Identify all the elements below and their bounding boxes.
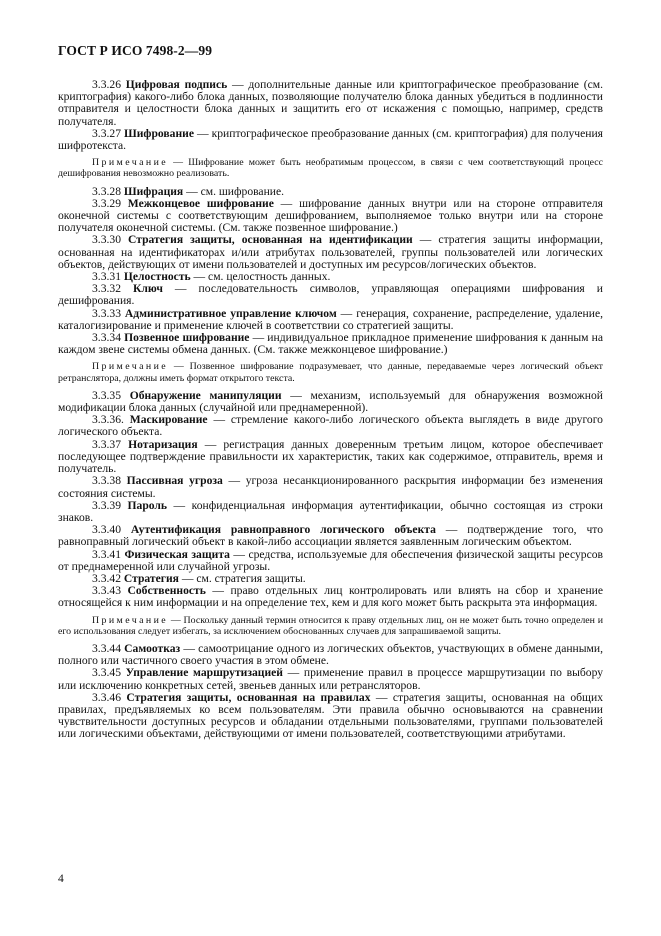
term-entry bbox=[58, 439, 603, 476]
term-name: Шифрование bbox=[124, 126, 194, 140]
term-number: 3.3.45 bbox=[92, 666, 121, 680]
term-name: Управление маршрутизацией bbox=[125, 666, 283, 680]
note bbox=[58, 157, 603, 179]
term-definition: — последовательность символов, управляющая операциями шифрования и дешифрования. bbox=[58, 282, 603, 308]
note bbox=[58, 615, 603, 637]
term-name: Административное управление ключом bbox=[124, 306, 337, 320]
term-definition: — самоотрицание одного из логических объектов, участвующих в обмене данными, полного или частичного своего участия в этом обмене. bbox=[58, 641, 603, 668]
term-name: Самоотказ bbox=[124, 641, 181, 655]
term-number: 3.3.44 bbox=[92, 641, 121, 655]
term-number: 3.3.27 bbox=[92, 126, 121, 140]
term-name: Пароль bbox=[127, 498, 168, 512]
term-name: Маскирование bbox=[129, 413, 208, 427]
term-entry bbox=[58, 414, 603, 438]
term-number: 3.3.33 bbox=[92, 306, 121, 320]
term-entry bbox=[58, 79, 603, 128]
term-name: Межконцевое шифрование bbox=[127, 196, 274, 210]
term-number: 3.3.29 bbox=[92, 196, 121, 210]
note-text: — Шифрование может быть необратимым процессом, в связи с чем соответствующий процесс дешифрования невозможно реализовать. bbox=[58, 157, 603, 180]
term-number: 3.3.41 bbox=[92, 547, 121, 561]
note-label: Примечание bbox=[92, 361, 169, 373]
term-entry bbox=[58, 390, 603, 414]
term-entry bbox=[58, 234, 603, 271]
term-number: 3.3.36. bbox=[92, 413, 124, 427]
term-definition: — шифрование данных внутри или на стороне отправителя оконечной системы с соответствующим дешифрованием, выполняемое только внутри или на стороне получателя оконечной системы. (См. также позвенное шифрование.) bbox=[58, 196, 603, 235]
term-definition: — применение правил в процессе маршрутизации по выбору или исключению конкретных сетей, звеньев данных или ретрансляторов. bbox=[58, 666, 604, 692]
term-name: Собственность bbox=[127, 584, 206, 598]
term-entry bbox=[58, 667, 603, 691]
document-header: ГОСТ Р ИСО 7498-2—99 bbox=[58, 43, 213, 58]
term-name: Обнаружение манипуляции bbox=[129, 388, 282, 402]
term-definition: — см. стратегия защиты. bbox=[178, 571, 306, 585]
term-number: 3.3.38 bbox=[92, 474, 121, 488]
term-definition: — средства, используемые для обеспечения физической защиты ресурсов от преднамеренной или случайной угрозы. bbox=[58, 547, 603, 573]
term-definition: — стратегия защиты информации, основанная на идентификаторах и/или атрибутах пользователей, группы пользователей или логических объектов, действующих от имени пользователей и доступных им ресурсов/логических объектов. bbox=[58, 233, 603, 271]
term-number: 3.3.26 bbox=[92, 78, 121, 91]
term-entry bbox=[58, 524, 603, 548]
term-entry bbox=[58, 692, 603, 741]
term-definition: — криптографическое преобразование данных (см. криптография) для получения шифротекста. bbox=[58, 126, 603, 153]
document-body bbox=[58, 79, 603, 741]
term-entry bbox=[58, 198, 603, 235]
term-definition: — механизм, используемый для обнаружения возможной модификации блока данных (случайной или преднамеренной). bbox=[58, 388, 603, 415]
term-number: 3.3.28 bbox=[92, 184, 121, 198]
term-definition: — регистрация данных доверенным третьим лицом, которое обеспечивает последующее подтверждение правильности их характеристик, таких как содержимое, отправитель, время и получатель. bbox=[58, 437, 603, 476]
term-definition: — см. целостность данных. bbox=[190, 270, 331, 284]
term-definition: — индивидуальное прикладное применение шифрования к данным на каждом звене системы обмена данных. (См. также межконцевое шифрование.) bbox=[58, 331, 604, 357]
term-name: Стратегия защиты, основанная на правилах bbox=[126, 690, 371, 704]
term-entry bbox=[58, 585, 603, 609]
note-label: Примечание bbox=[92, 614, 169, 626]
term-number: 3.3.31 bbox=[92, 270, 121, 284]
term-number: 3.3.42 bbox=[92, 571, 121, 585]
term-name: Физическая защита bbox=[124, 547, 230, 561]
term-definition: — дополнительные данные или криптографическое преобразование (см. криптография) какого-либо блока данных, позволяющие получателю блока данных убедиться в подлинности отправителя и целостности блока данных и защитить его от искажения с помощью, например, средств получателя. bbox=[58, 78, 603, 128]
term-entry bbox=[58, 643, 603, 667]
term-entry bbox=[58, 549, 603, 573]
term-definition: — стратегия защиты, основанная на общих правилах, предъявляемых ко всем пользователям. Эти правила обычно основываются на сравнении чувствительности доступных ресурсов и обладании отдельными пользователями, группами пользователей или логическими объектами, действующими от имени пользователей, соответствующими атрибутами. bbox=[58, 690, 603, 741]
term-entry bbox=[58, 283, 603, 307]
term-number: 3.3.43 bbox=[92, 584, 121, 598]
note bbox=[58, 361, 603, 383]
note-text: — Поскольку данный термин относится к праву отдельных лиц, он не может быть точно определен и его использования следует избегать, за исключением обоснованных случаев для запрашиваемой защиты. bbox=[58, 614, 603, 637]
term-definition: — стремление какого-либо логического объекта выглядеть в виде другого логического объекта. bbox=[58, 413, 603, 439]
term-definition: — подтверждение того, что равноправный логический объект в какой-либо ассоциации является заявленным логическим объектом. bbox=[58, 523, 603, 549]
term-number: 3.3.39 bbox=[92, 498, 121, 512]
term-number: 3.3.35 bbox=[92, 388, 121, 402]
term-entry bbox=[58, 500, 603, 524]
term-name: Стратегия bbox=[123, 571, 179, 585]
term-number: 3.3.46 bbox=[92, 690, 121, 704]
term-definition: — угроза несанкционированного раскрытия информации без изменения состояния системы. bbox=[58, 474, 603, 500]
term-name: Шифрация bbox=[123, 184, 184, 198]
term-entry bbox=[58, 308, 603, 332]
page-number: 4 bbox=[58, 872, 64, 885]
term-name: Целостность bbox=[123, 270, 191, 284]
term-entry bbox=[58, 475, 603, 499]
term-entry bbox=[58, 128, 603, 152]
term-number: 3.3.32 bbox=[92, 282, 121, 296]
term-name: Пассивная угроза bbox=[126, 474, 223, 488]
term-name: Позвенное шифрование bbox=[124, 331, 250, 345]
term-name: Нотаризация bbox=[128, 437, 198, 451]
term-number: 3.3.40 bbox=[92, 523, 121, 537]
term-definition: — право отдельных лиц контролировать или влиять на сбор и хранение относящейся к ним информации и на определение тех, кем и для кого может быть раскрыта эта информация. bbox=[58, 584, 603, 610]
term-definition: — генерация, сохранение, распределение, удаление, каталогизирование и применение ключей в соответствии со стратегией защиты. bbox=[58, 306, 603, 332]
note-text: — Позвенное шифрование подразумевает, что данные, передаваемые через логический объект ретранслятора, должны иметь формат открытого текста. bbox=[58, 361, 603, 384]
term-name: Цифровая подпись bbox=[125, 78, 228, 91]
note-label: Примечание bbox=[92, 157, 169, 169]
term-number: 3.3.34 bbox=[92, 331, 121, 345]
term-definition: — см. шифрование. bbox=[183, 184, 285, 198]
term-definition: — конфиденциальная информация аутентификации, обычно состоящая из строки знаков. bbox=[58, 498, 603, 524]
term-name: Ключ bbox=[133, 282, 163, 296]
term-entry bbox=[58, 332, 603, 356]
term-name: Аутентификация равноправного логического объекта bbox=[130, 523, 436, 537]
term-number: 3.3.37 bbox=[92, 437, 121, 451]
term-number: 3.3.30 bbox=[92, 233, 121, 247]
term-name: Стратегия защиты, основанная на идентификации bbox=[128, 233, 413, 247]
